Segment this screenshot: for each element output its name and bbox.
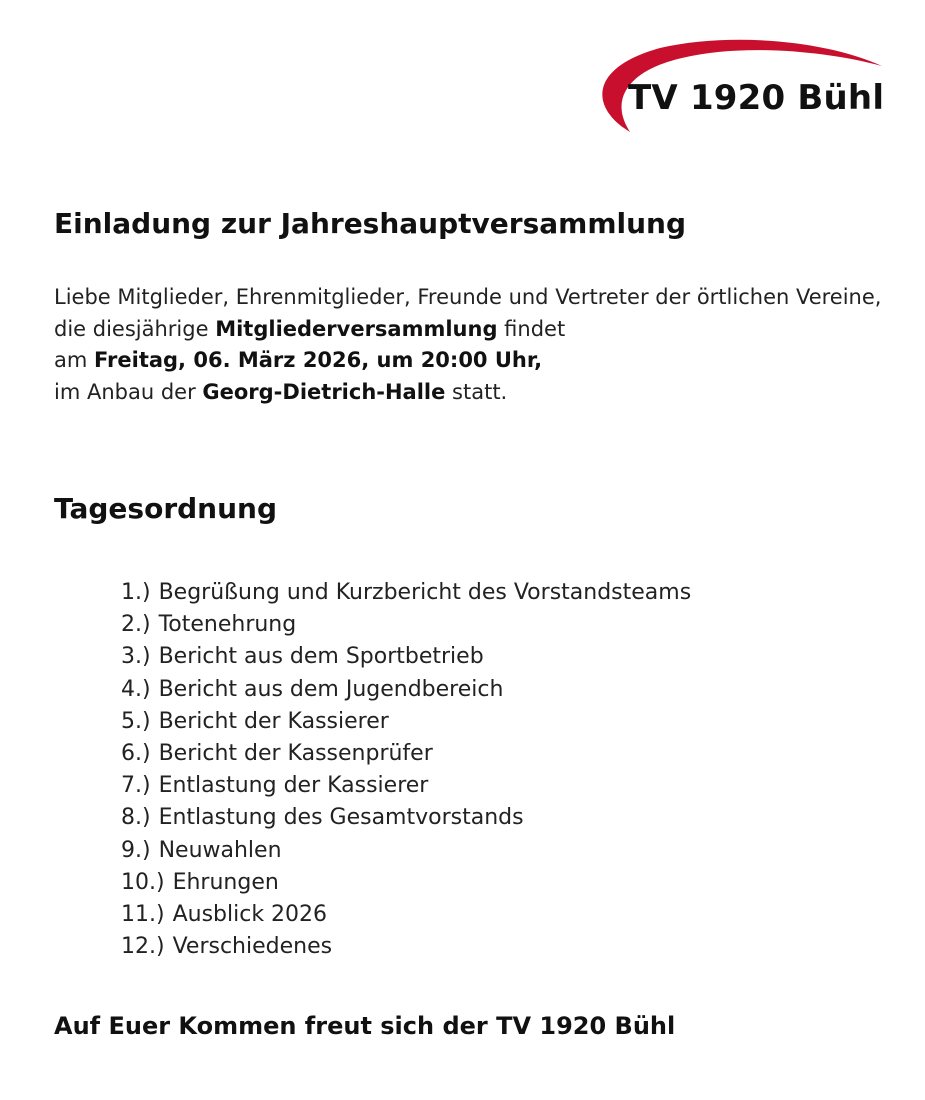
agenda-item: 5.) Bericht der Kassierer <box>121 708 389 734</box>
agenda-item: 4.) Bericht aus dem Jugendbereich <box>121 676 504 702</box>
closing-line: Auf Euer Kommen freut sich der TV 1920 Bühl <box>54 1012 676 1040</box>
agenda-item: 2.) Totenehrung <box>121 612 297 638</box>
meeting-date: Freitag, 06. März 2026, um 20:00 Uhr, <box>94 348 543 372</box>
greeting-line: Liebe Mitglieder, Ehrenmitglieder, Freunde und Vertreter der örtlichen Vereine, <box>54 285 882 309</box>
meeting-line: die diesjährige Mitgliederversammlung findet <box>54 316 566 341</box>
meeting-venue: Georg-Dietrich-Halle <box>202 379 446 404</box>
invitation-text <box>54 282 884 408</box>
agenda-item: 10.) Ehrungen <box>121 869 279 895</box>
agenda-item: 3.) Bericht aus dem Sportbetrieb <box>121 644 484 670</box>
logo-text: TV 1920 Bühl <box>628 78 885 118</box>
agenda-item: 11.) Ausblick 2026 <box>121 902 328 928</box>
agenda-item: 12.) Verschiedenes <box>121 934 333 960</box>
agenda-list <box>121 577 691 963</box>
agenda-item: 9.) Neuwahlen <box>121 837 282 863</box>
agenda-heading: Tagesordnung <box>54 492 278 525</box>
page-title: Einladung zur Jahreshauptversammlung <box>54 207 687 240</box>
agenda-item: 7.) Entlastung der Kassierer <box>121 773 429 799</box>
date-line: am Freitag, 06. März 2026, um 20:00 Uhr, <box>54 348 543 372</box>
club-logo <box>590 30 890 140</box>
agenda-item: 6.) Bericht der Kassenprüfer <box>121 741 433 767</box>
venue-line: im Anbau der Georg-Dietrich-Halle statt. <box>54 379 508 404</box>
agenda-item: 8.) Entlastung des Gesamtvorstands <box>121 805 524 831</box>
agenda-item: 1.) Begrüßung und Kurzbericht des Vorstandsteams <box>121 580 692 605</box>
meeting-type: Mitgliederversammlung <box>215 316 498 341</box>
